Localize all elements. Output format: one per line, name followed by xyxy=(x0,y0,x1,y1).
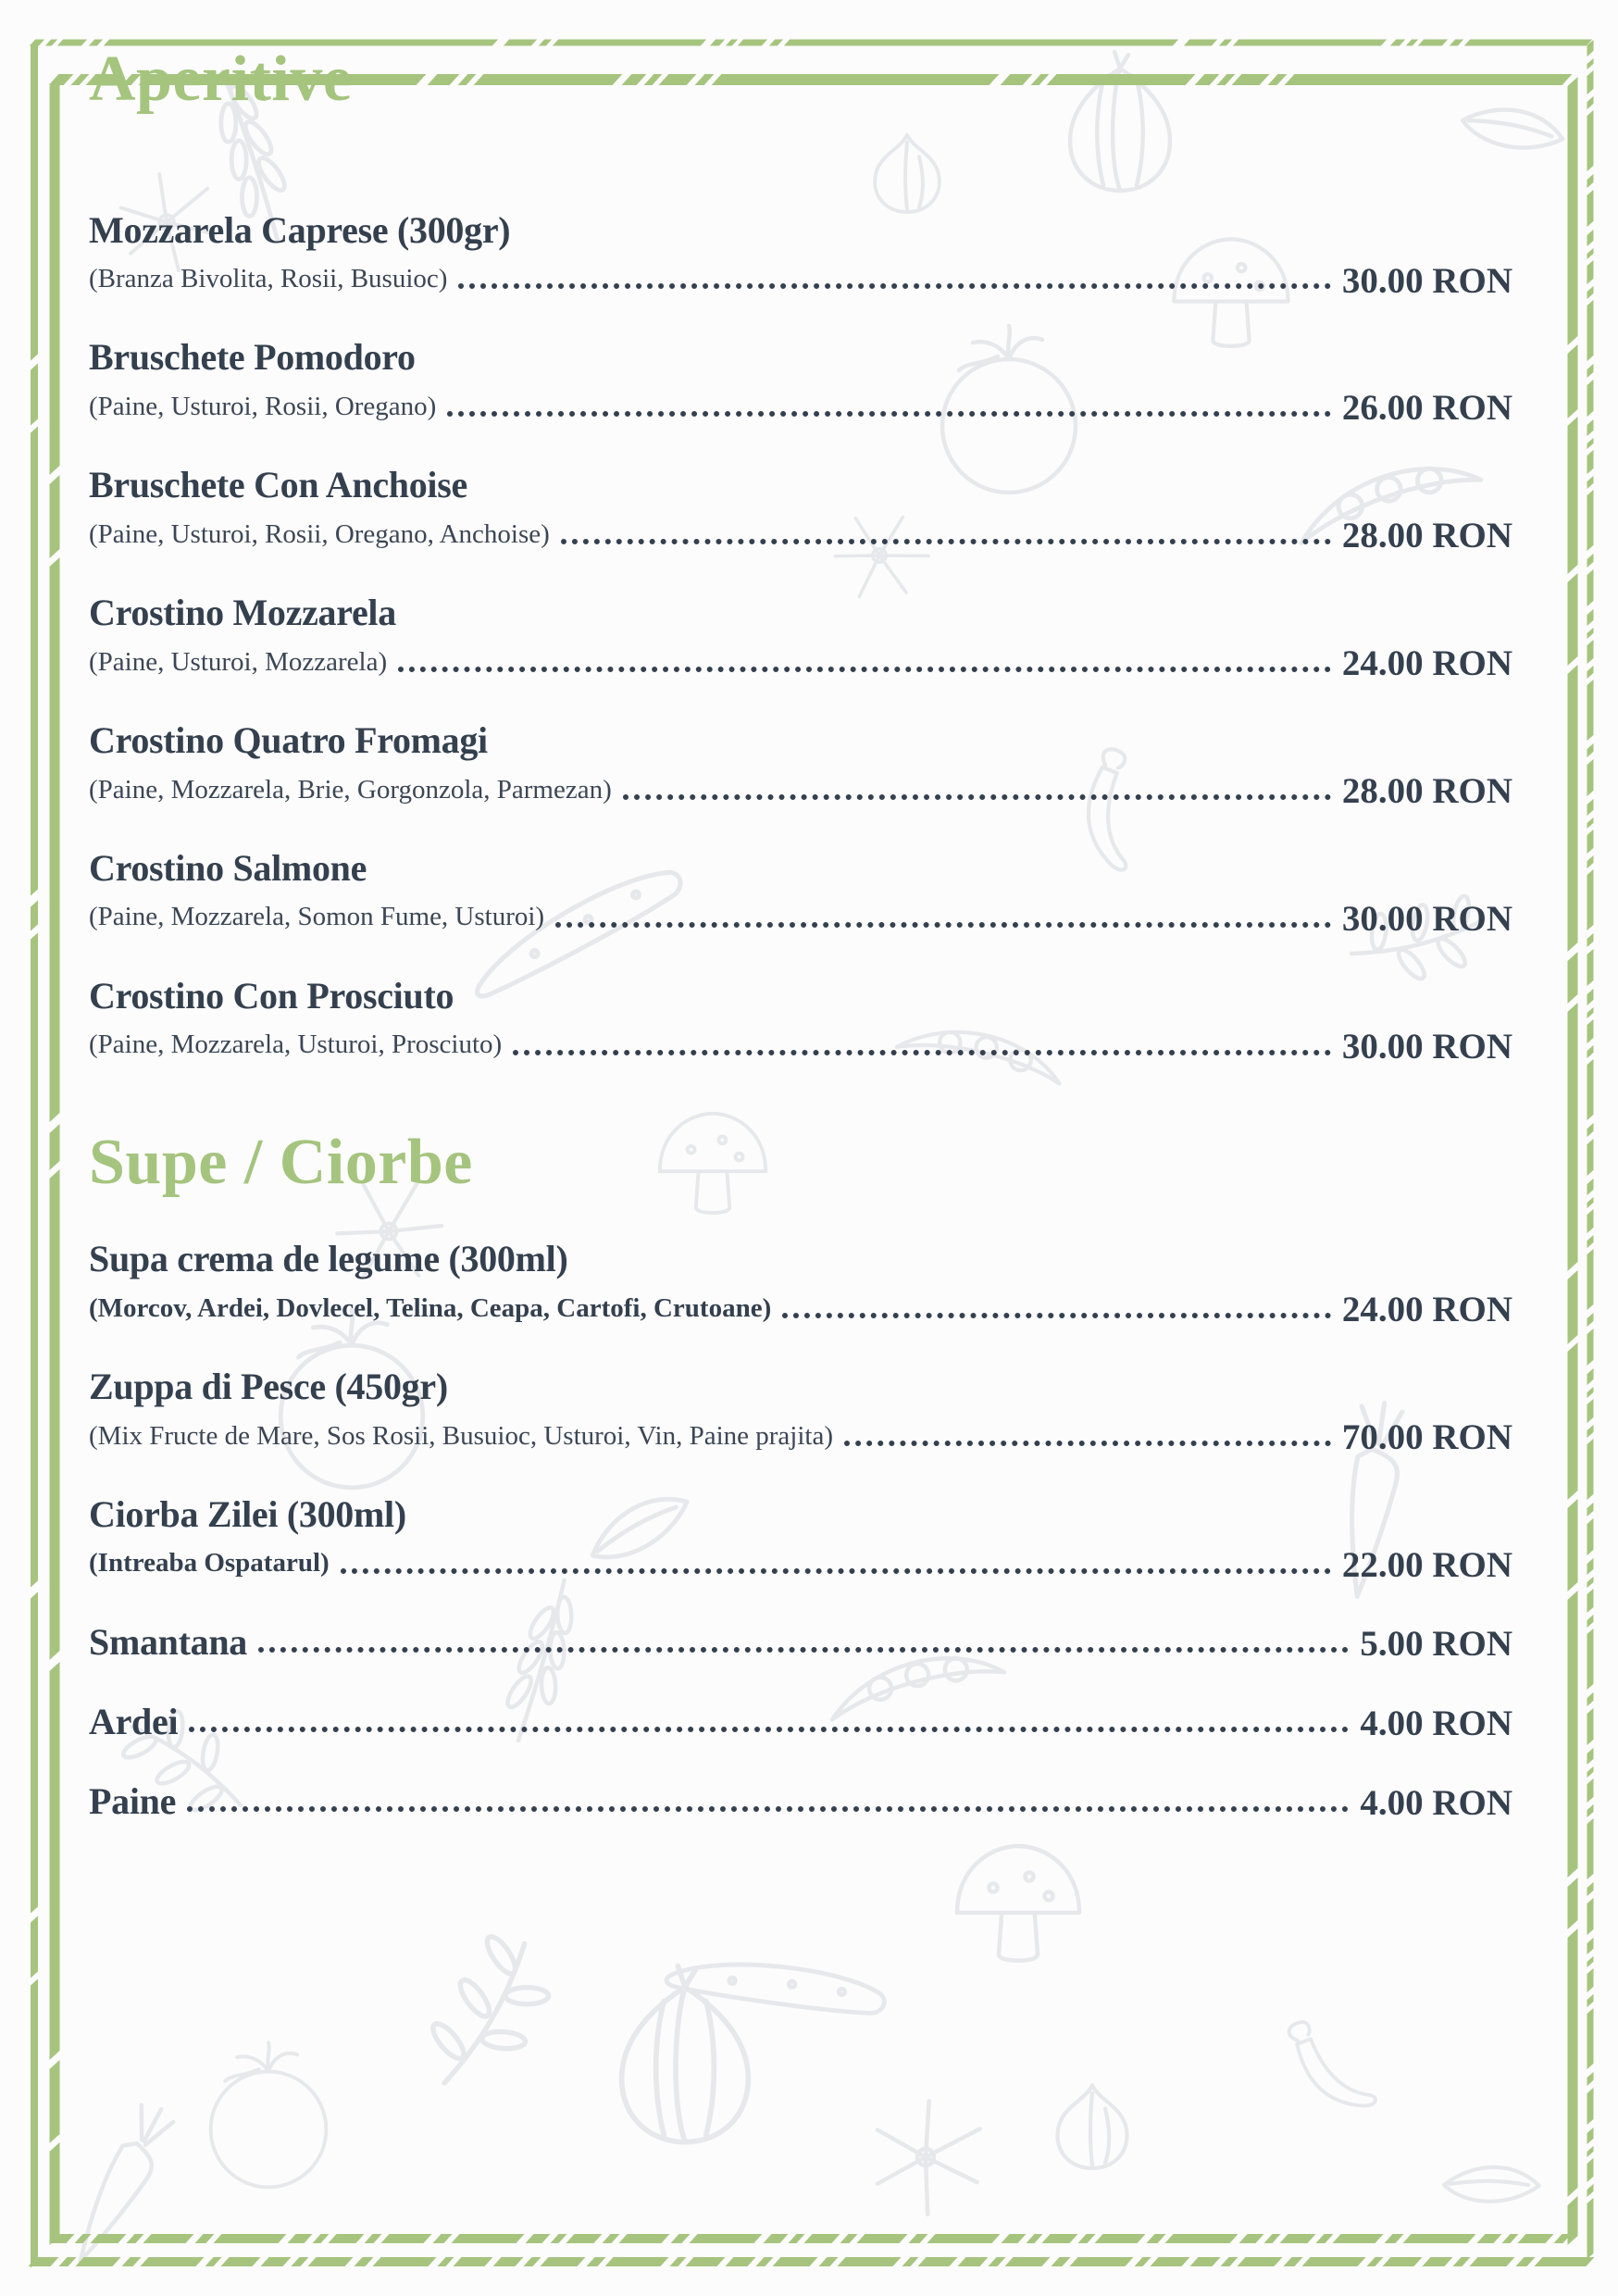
item-name: Crostino Mozzarela xyxy=(89,592,396,634)
item-description: (Paine, Mozzarela, Somon Fume, Usturoi) xyxy=(89,902,545,932)
item-name: Zuppa di Pesce (450gr) xyxy=(89,1365,448,1407)
item-price: 4.00 RON xyxy=(1360,1782,1512,1823)
item-name: Ardei xyxy=(89,1700,179,1742)
item-row xyxy=(89,771,1512,813)
menu-item xyxy=(89,1236,1512,1331)
item-name: Ciorba Zilei (300ml) xyxy=(89,1492,406,1535)
item-name: Bruschete Con Anchoise xyxy=(89,464,467,506)
section-items xyxy=(89,1236,1512,1825)
item-row xyxy=(89,1417,1512,1459)
dotted-leader xyxy=(623,794,1331,800)
menu-item xyxy=(89,334,1512,430)
dotted-leader xyxy=(258,1647,1349,1653)
item-price: 70.00 RON xyxy=(1341,1416,1512,1457)
item-price: 24.00 RON xyxy=(1341,643,1512,684)
item-price: 4.00 RON xyxy=(1360,1703,1512,1743)
item-description: (Morcov, Ardei, Dovlecel, Telina, Ceapa, Cartofi, Crutoane) xyxy=(89,1292,772,1323)
item-description: (Branza Bivolita, Rosii, Busuioc) xyxy=(89,264,448,294)
menu-item xyxy=(89,718,1512,813)
item-row xyxy=(89,643,1512,685)
menu-item xyxy=(89,207,1512,303)
item-row xyxy=(89,1027,1512,1068)
dotted-leader xyxy=(187,1806,1349,1812)
dotted-leader xyxy=(555,922,1331,928)
item-price: 30.00 RON xyxy=(1341,260,1512,301)
item-price: 28.00 RON xyxy=(1341,516,1512,556)
item-name: Paine xyxy=(89,1779,177,1822)
item-row xyxy=(89,1699,1512,1745)
menu-item xyxy=(89,1619,1512,1666)
item-price: 30.00 RON xyxy=(1341,898,1512,939)
item-price: 22.00 RON xyxy=(1341,1544,1512,1585)
item-row xyxy=(89,516,1512,557)
dotted-leader xyxy=(398,667,1331,672)
section-title: Supe / Ciorbe xyxy=(89,1126,473,1198)
item-row xyxy=(89,1778,1512,1825)
menu-content xyxy=(89,0,1512,1858)
item-price: 30.00 RON xyxy=(1341,1026,1512,1067)
item-description: (Paine, Usturoi, Rosii, Oregano, Anchoise) xyxy=(89,518,550,549)
menu-item xyxy=(89,1699,1512,1745)
dotted-leader xyxy=(458,283,1330,289)
item-price: 28.00 RON xyxy=(1341,770,1512,811)
item-row xyxy=(89,1290,1512,1331)
item-name: Mozzarela Caprese (300gr) xyxy=(89,208,511,251)
item-row xyxy=(89,388,1512,430)
menu-item xyxy=(89,590,1512,685)
dotted-leader xyxy=(844,1441,1331,1446)
dotted-leader xyxy=(341,1568,1331,1574)
item-name: Crostino Quatro Fromagi xyxy=(89,718,488,761)
dotted-leader xyxy=(447,411,1330,417)
item-description: (Paine, Mozzarela, Brie, Gorgonzola, Parmezan) xyxy=(89,774,612,805)
item-row xyxy=(89,261,1512,303)
menu-item xyxy=(89,462,1512,557)
menu-item xyxy=(89,845,1512,941)
section-title: Aperitive xyxy=(89,44,353,115)
item-row xyxy=(89,1545,1512,1587)
item-name: Bruschete Pomodoro xyxy=(89,336,416,379)
dotted-leader xyxy=(513,1050,1331,1055)
item-row xyxy=(89,1619,1512,1666)
item-description: (Paine, Mozzarela, Usturoi, Prosciuto) xyxy=(89,1029,503,1060)
item-price: 24.00 RON xyxy=(1341,1290,1512,1330)
dotted-leader xyxy=(189,1727,1349,1732)
item-name: Smantana xyxy=(89,1620,247,1663)
section-items xyxy=(89,207,1512,1068)
menu-item xyxy=(89,1778,1512,1825)
item-name: Supa crema de legume (300ml) xyxy=(89,1238,568,1280)
item-description: (Paine, Usturoi, Rosii, Oregano) xyxy=(89,392,437,422)
dotted-leader xyxy=(782,1313,1331,1318)
item-price: 26.00 RON xyxy=(1341,388,1512,429)
item-description: (Mix Fructe de Mare, Sos Rosii, Busuioc, Usturoi, Vin, Paine prajita) xyxy=(89,1420,833,1451)
item-name: Crostino Con Prosciuto xyxy=(89,974,454,1017)
menu-item xyxy=(89,1364,1512,1459)
item-description: (Paine, Usturoi, Mozzarela) xyxy=(89,646,388,677)
menu-item xyxy=(89,1491,1512,1587)
item-description: (Intreaba Ospatarul) xyxy=(89,1548,330,1578)
item-price: 5.00 RON xyxy=(1360,1623,1512,1664)
item-row xyxy=(89,899,1512,941)
menu-item xyxy=(89,973,1512,1068)
item-name: Crostino Salmone xyxy=(89,846,367,889)
dotted-leader xyxy=(561,539,1331,544)
